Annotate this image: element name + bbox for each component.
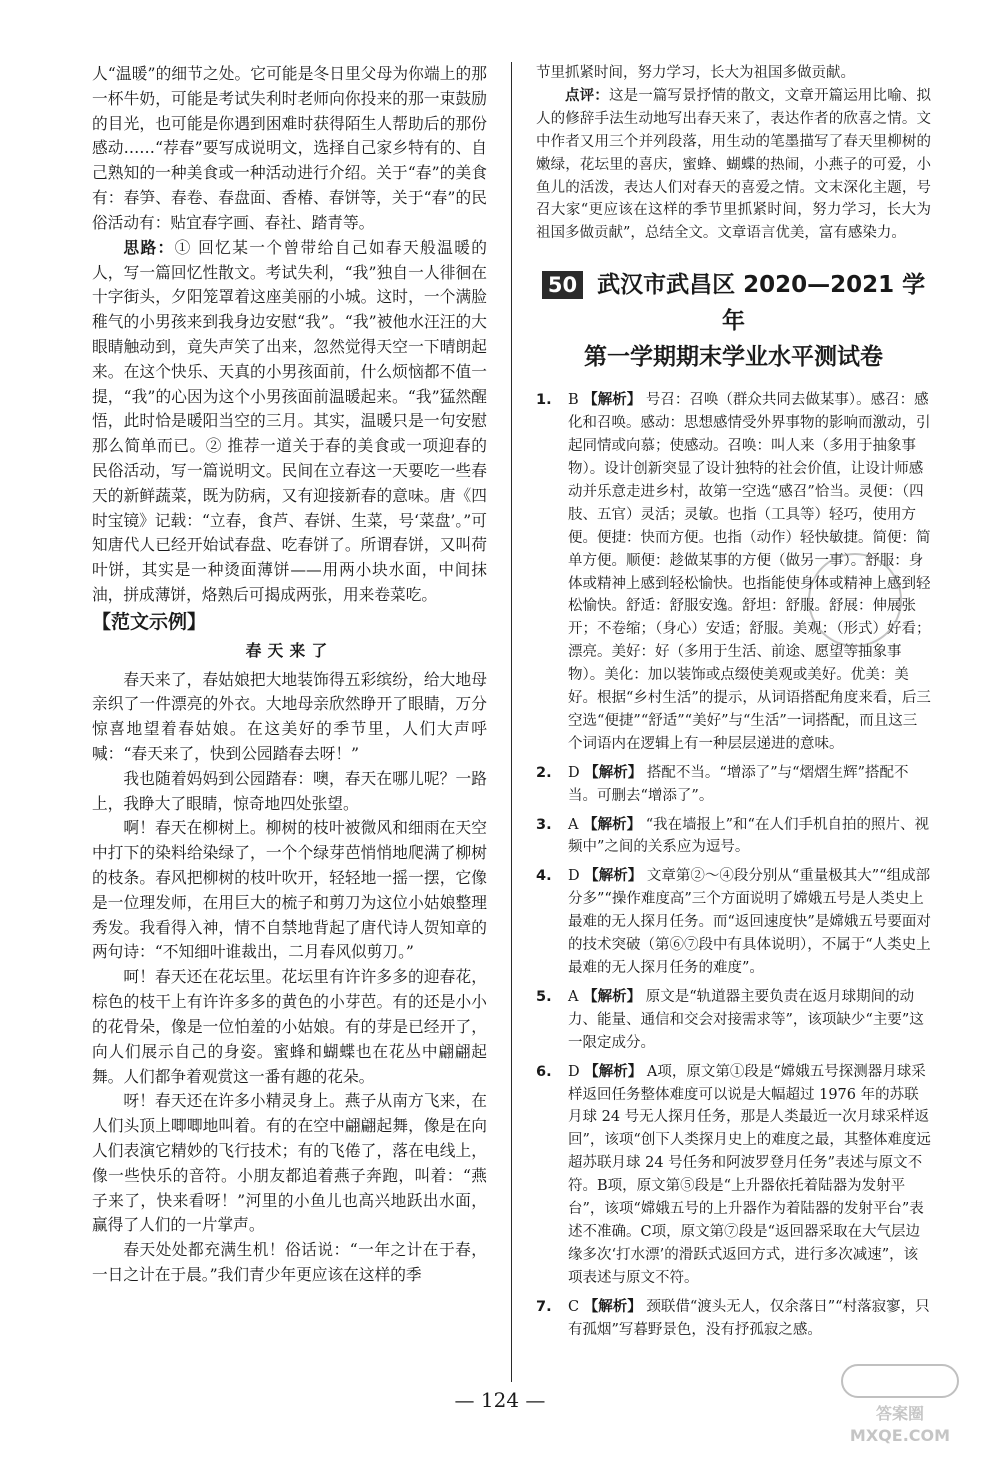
answer-item xyxy=(536,986,931,1055)
answer-number: 6. xyxy=(536,1063,552,1080)
comment-label: 点评： xyxy=(565,87,609,104)
silu-paragraph xyxy=(92,236,487,608)
test-title-line-1: 武汉市武昌区 2020—2021 学年 xyxy=(597,272,926,335)
test-title-line-2: 第一学期期末学业水平测试卷 xyxy=(584,344,883,371)
answer-explanation: 号召：召唤（群众共同去做某事）。感召：感化和召唤。感动：思想感情受外界事物的影响而激动，引起同情或向慕；使感动。召唤：叫人来（多用于抽象事物）。设计创新突显了设计独特的社会价值，让设计师感动并乐意走进乡村，故第一空选“感召”恰当。灵便：（四肢、五官）灵活；灵敏。也指（工具等）轻巧，使用方便。便捷：快而方便。也指（动作）轻快敏捷。简便：简单方便。顺便：趁做某事的方便（做另一事）。舒服：身体或精神上感到轻松愉快。也指能使身体或精神上感到轻松愉快。舒适：舒服安逸。舒坦：舒服。舒展：伸展张开；不卷缩；（身心）安适；舒服。美观：（形式）好看；漂亮。美好：好（多用于生活、前途、愿望等抽象事物）。美化：加以装饰或点缀使美观或美好。优美：美好。根据“乡村生活”的提示，从词语搭配角度来看，后三空选“便捷”“舒适”“美好”与“生活”一词搭配，而且这三个词语内在逻辑上有一种层层递进的意味。 xyxy=(568,392,931,752)
answer-number: 2. xyxy=(536,764,552,781)
essay-paragraph: 春天来了，春姑娘把大地装饰得五彩缤纷，给大地母亲织了一件漂亮的外衣。大地母亲欣然睁开了眼睛，万分惊喜地望着春姑娘。在这美好的季节里，人们大声呼喊：“春天来了，快到公园踏春去呀！” xyxy=(92,669,487,763)
answer-number: 1. xyxy=(536,392,552,409)
answer-item xyxy=(536,865,931,980)
essay-paragraph: 啊！春天在柳树上。柳树的枝叶被微风和细雨在天空中打下的染料给染绿了，一个个绿芽芭悄悄地爬满了柳树的枝条。春风把柳树的枝叶吹开，轻轻地一摇一摆，它像是一位理发师，在用巨大的梳子和剪刀为这位小姑娘整理秀发。我看得入神，情不自禁地背起了唐代诗人贺知章的两句诗：“不知细叶谁裁出，二月春风似剪刀。” xyxy=(92,818,487,962)
essay-paragraph: 呀！春天还在许多小精灵身上。燕子从南方飞来，在人们头顶上唧唧地叫着。有的在空中翩翩起舞，像是在向人们表演它精妙的飞行技术；有的飞倦了，落在电线上，像一些快乐的音符。小朋友都追着燕子奔跑，叫着：“燕子来了，快来看呀！”河里的小鱼儿也高兴地跃出水面，赢得了人们的一片掌声。 xyxy=(92,1091,487,1235)
answer-list xyxy=(536,389,931,1341)
answer-choice: A xyxy=(568,988,579,1005)
watermark-logo xyxy=(820,1361,980,1451)
analysis-tag: 【解析】 xyxy=(583,816,642,833)
watermark-badge-icon xyxy=(840,1361,960,1401)
silu-label: 思路： xyxy=(123,237,175,257)
right-column xyxy=(536,62,931,1348)
answer-explanation: 搭配不当。“增添了”与“熠熠生辉”搭配不当。可删去“增添了”。 xyxy=(568,764,909,804)
column-divider xyxy=(511,62,512,1382)
analysis-tag: 【解析】 xyxy=(583,1298,642,1315)
answer-explanation: “我在墙报上”和“在人们手机自拍的照片、视频中”之间的关系应为逗号。 xyxy=(568,816,929,856)
essay-paragraph: 春天处处都充满生机！俗话说：“一年之计在于春，一日之计在于晨。”我们青少年更应该在这样的季 xyxy=(92,1240,487,1284)
answer-choice: D xyxy=(568,868,580,885)
analysis-tag: 【解析】 xyxy=(583,392,642,409)
watermark-stamp xyxy=(808,553,902,647)
essay-ending: 节里抓紧时间，努力学习，长大为祖国多做贡献。 xyxy=(536,65,855,81)
answer-item xyxy=(536,762,931,808)
sample-essay-label: 【范文示例】 xyxy=(92,610,207,633)
comment-paragraph xyxy=(536,85,931,245)
watermark-brand: 答案圈 xyxy=(875,1404,924,1423)
silu-text: ① 回忆某一个曾带给自己如春天般温暖的人，写一篇回忆性散文。考试失利，“我”独自一人徘徊在十字街头，夕阳笼罩着这座美丽的小城。这时，一个满脸稚气的小男孩来到我身边安慰“我”。“我”被他水汪汪的大眼睛触动到，竟失声笑了出来，忽然觉得天空一下晴朗起来。在这个快乐、天真的小男孩面前，什么烦恼都不值一提，“我”的心因为这个小男孩面前温暖起来。“我”猛然醒悟，此时恰是暖阳当空的三月。其实，温暖只是一句安慰那么简单而已。② 推荐一道关于春的美食或一项迎春的民俗活动，写一篇说明文。民间在立春这一天要吃一些春天的新鲜蔬菜，既为防病，又有迎接新春的意味。唐《四时宝镜》记载：“立春，食芦、春饼、生菜，号‘菜盘’。”可知唐代人已经开始试春盘、吃春饼了。所谓春饼，又叫荷叶饼，其实是一种烫面薄饼——用两小块水面，中间抹油，拼成薄饼，烙熟后可揭成两张，用来卷菜吃。 xyxy=(92,237,487,605)
essay-paragraph: 我也随着妈妈到公园踏春：噢，春天在哪儿呢？一路上，我睁大了眼睛，惊奇地四处张望。 xyxy=(92,768,487,813)
test-number-badge: 50 xyxy=(542,271,583,299)
test-heading xyxy=(536,267,931,375)
answer-explanation: 文章第②～④段分别从“重量极其大”“组成部分多”“操作难度高”三个方面说明了嫦娥五号是人类史上最难的无人探月任务。而“返回速度快”是嫦娥五号要面对的技术突破（第⑥⑦段中有具体说明），不属于“人类史上最难的无人探月任务的难度”。 xyxy=(568,868,931,976)
answer-item xyxy=(536,814,931,860)
answer-number: 5. xyxy=(536,988,552,1005)
answer-choice: D xyxy=(568,764,580,781)
answer-choice: D xyxy=(568,1063,580,1080)
essay-paragraph: 呵！春天还在花坛里。花坛里有许许多多的迎春花，棕色的枝干上有许许多多的黄色的小芽芭。有的还是小小的花骨朵，像是一位怕羞的小姑娘。有的芽是已经开了，向人们展示自己的身姿。蜜蜂和蝴蝶也在花丛中翩翩起舞。人们都争着观赏这一番有趣的花朵。 xyxy=(92,967,487,1086)
analysis-tag: 【解析】 xyxy=(583,988,642,1005)
answer-explanation: 颈联借“渡头无人，仅余落日”“村落寂寥，只有孤烟”写暮野景色，没有抒孤寂之感。 xyxy=(568,1298,930,1338)
essay-title: 春天来了 xyxy=(245,640,334,660)
left-column xyxy=(92,62,487,1288)
answer-number: 4. xyxy=(536,868,552,885)
analysis-tag: 【解析】 xyxy=(584,1063,643,1080)
answer-explanation: 原文是“轨道器主要负责在返月球期间的动力、能量、通信和交会对接需求等”，该项缺少“主要”这一限定成分。 xyxy=(568,988,924,1051)
answer-choice: C xyxy=(568,1298,580,1315)
answer-number: 7. xyxy=(536,1298,552,1315)
intro-paragraph: 人“温暖”的细节之处。它可能是冬日里父母为你端上的那一杯牛奶，可能是考试失利时老师向你投来的那一束鼓励的目光，也可能是你遇到困难时获得陌生人帮助后的那份感动……“荐春”要写成说明文，选择自己家乡特有的、自己熟知的一种美食或一种活动进行介绍。关于“春”的美食有：春笋、春卷、春盘面、香椿、春饼等，关于“春”的民俗活动有：贴宜春字画、春社、踏青等。 xyxy=(92,64,487,232)
analysis-tag: 【解析】 xyxy=(584,764,643,781)
answer-item xyxy=(536,1061,931,1290)
watermark-site: MXQE.COM xyxy=(849,1426,951,1445)
page-number: — 124 — xyxy=(454,1388,546,1412)
analysis-tag: 【解析】 xyxy=(584,868,643,885)
sample-essay xyxy=(92,668,487,1288)
answer-explanation: A项，原文第①段是“嫦娥五号探测器月球采样返回任务整体难度可以说是大幅超过 1976 年的苏联月球 24 号无人探月任务，那是人类最近一次月球采样返回”，该项“创下人类探月史上的难度之最，其整体难度远超苏联月球 24 号任务和阿波罗登月任务”表述与原文不符。B项，原文第⑤段是“上升器依托着陆器为发射平台”，该项“嫦娥五号的上升器作为着陆器的发射平台”表述不准确。C项，原文第⑦段是“返回器采取在大气层边缘多次‘打水漂’的滑跃式返回方式，进行多次减速”，该项表述与原文不符。 xyxy=(568,1063,931,1286)
answer-choice: A xyxy=(568,816,579,833)
answer-number: 3. xyxy=(536,816,552,833)
comment-text: 这是一篇写景抒情的散文，文章开篇运用比喻、拟人的修辞手法生动地写出春天来了，表达作者的欣喜之情。文中作者又用三个并列段落，用生动的笔墨描写了春天里柳树的嫩绿，花坛里的喜庆，蜜蜂、蝴蝶的热闹，小燕子的可爱，小鱼儿的活泼，表达人们对春天的喜爱之情。文末深化主题，号召大家“更应该在这样的季节里抓紧时间，努力学习，长大为祖国多做贡献”，总结全文。文章语言优美，富有感染力。 xyxy=(536,87,931,242)
answer-choice: B xyxy=(568,392,579,409)
answer-item xyxy=(536,1296,931,1342)
